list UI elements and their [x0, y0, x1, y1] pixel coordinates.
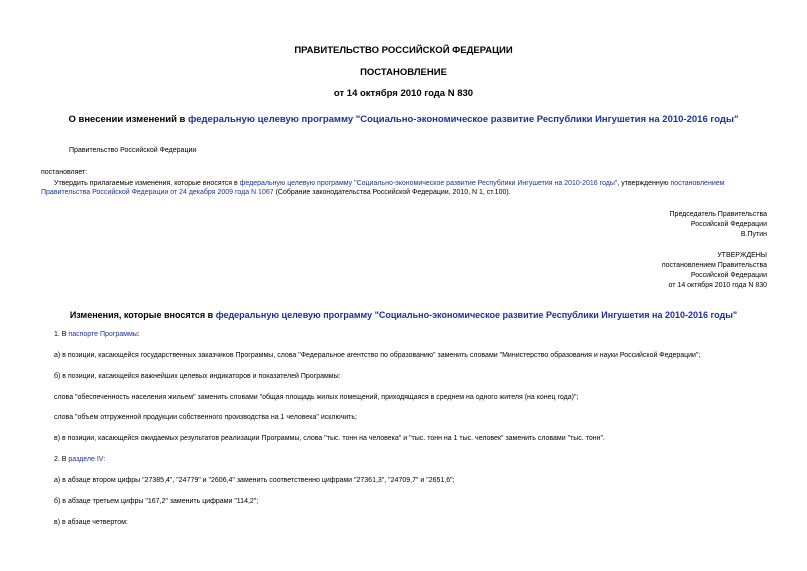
resolves-line: постановляет:	[41, 169, 88, 176]
changes-title	[0, 310, 807, 320]
item-b: б) в позиции, касающейся важнейших целевых индикаторов и показателей Программы:	[54, 373, 341, 380]
approved-line-2: постановлением Правительства	[661, 262, 767, 269]
signature-title: Председатель Правительства	[669, 211, 767, 218]
signature-name: В.Путин	[740, 231, 767, 238]
approve-text-1: Утвердить прилагаемые изменения, которые вносятся в	[54, 180, 240, 187]
approve-paragraph	[54, 179, 768, 189]
approved-heading: УТВЕРЖДЕНЫ	[717, 252, 767, 259]
item-c-2: в) в абзаце четвертом:	[54, 519, 128, 526]
doc-title	[0, 114, 807, 125]
approved-line-4: от 14 октября 2010 года N 830	[668, 282, 767, 289]
section-1	[54, 331, 140, 338]
item-b-1: слова "обеспеченность населения жильем" заменить словами "общая площадь жилых помещений, приходящаяся в среднем на одного жителя (на конец года)";	[54, 394, 579, 401]
section-2	[54, 456, 105, 463]
doc-date-number: от 14 октября 2010 года N 830	[333, 88, 474, 99]
resolution-link-2[interactable]: Правительства Российской Федерации от 24 декабря 2009 года N 1067	[41, 189, 274, 196]
approve-paragraph-line2	[41, 189, 511, 196]
program-link[interactable]: федеральную целевую программу "Социально-экономическое развитие Республики Ингушетия на 2010-2016 годы"	[188, 114, 739, 125]
program-link-3[interactable]: федеральную целевую программу "Социально-экономическое развитие Республики Ингушетия на 2010-2016 годы"	[215, 310, 738, 320]
government-heading: ПРАВИТЕЛЬСТВО РОССИЙСКОЙ ФЕДЕРАЦИИ	[294, 45, 513, 56]
item-b-2: слова "объем отгруженной продукции собственного производства на 1 человека" исключить;	[54, 414, 357, 421]
approved-line-3: Российской Федерации	[690, 272, 767, 279]
passport-link[interactable]: паспорте Программы	[68, 331, 138, 338]
doc-type-heading: ПОСТАНОВЛЕНИЕ	[360, 67, 447, 78]
section-1-prefix: 1. В	[54, 331, 69, 338]
approve-text-2: , утвержденную	[617, 180, 671, 187]
item-b-2x: б) в абзаце третьем цифры "167,2" заменить цифрами "114,2";	[54, 498, 259, 505]
section-iv-link[interactable]: разделе IV	[68, 456, 104, 463]
program-link-2[interactable]: федеральную целевую программу "Социально-экономическое развитие Республики Ингушетия на 2010-2016 годы"	[239, 180, 618, 187]
resolution-link[interactable]: постановлением	[670, 180, 725, 187]
item-a: а) в позиции, касающейся государственных заказчиков Программы, слова "Федеральное агентство по образованию" заменить словами "Министерство образования и науки Российской Федерации";	[54, 352, 701, 359]
section-1-suffix: :	[137, 331, 140, 338]
section-2-suffix: :	[103, 456, 106, 463]
section-2-prefix: 2. В	[54, 456, 69, 463]
item-a-2: а) в абзаце втором цифры "27385,4", "24779" и "2606,4" заменить соответственно цифрами "27361,3", "24709,7" и "2651,6";	[54, 477, 455, 484]
approve-text-3: (Собрание законодательства Российской Федерации, 2010, N 1, ст.100).	[273, 189, 511, 196]
gov-line: Правительство Российской Федерации	[69, 147, 197, 154]
doc-title-prefix: О внесении изменений в	[68, 114, 189, 125]
item-c: в) в позиции, касающейся ожидаемых результатов реализации Программы, слова "тыс. тонн на человека" и "тыс. тонн на 1 тыс. человек" заменить словами "тыс. тонн".	[54, 435, 605, 442]
changes-title-prefix: Изменения, которые вносятся в	[69, 310, 216, 320]
signature-country: Российской Федерации	[690, 221, 767, 228]
